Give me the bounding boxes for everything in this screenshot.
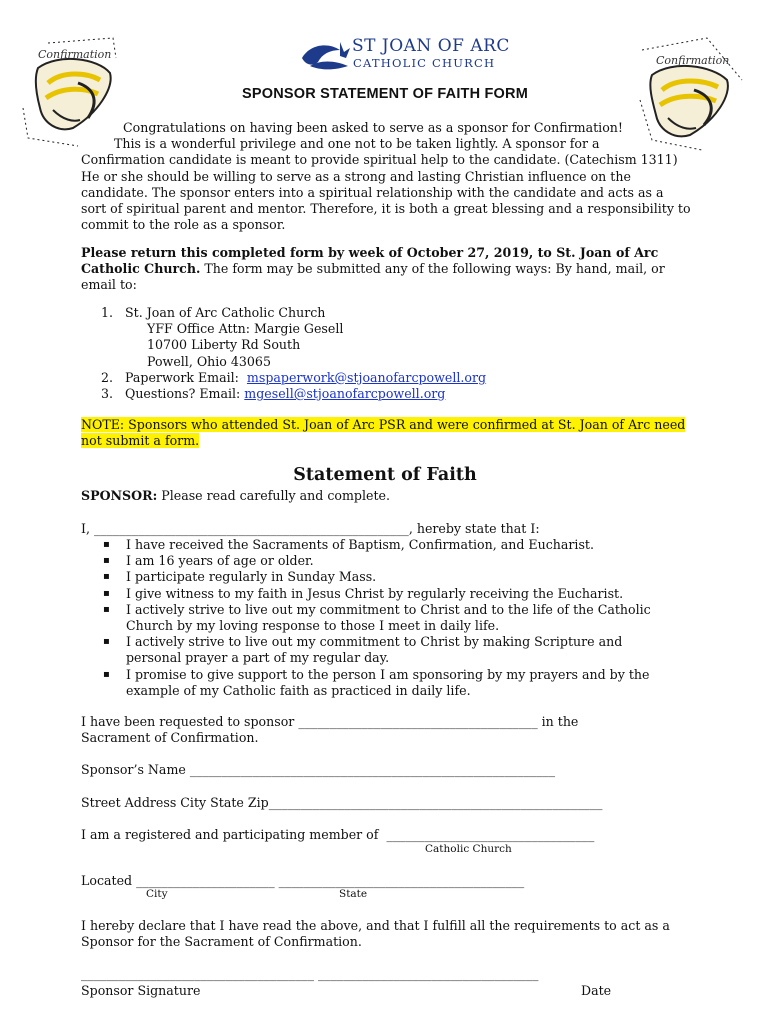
- signature-lines: [81, 966, 538, 982]
- submission-methods: [81, 305, 691, 402]
- member-label: I am a registered and participating member of: [81, 827, 387, 842]
- method-mail: 1. St. Joan of Arc Catholic Church YFF Office Attn: Margie Gesell 10700 Liberty Rd South Powell, Ohio 43065: [81, 305, 691, 370]
- bullet-icon: ▪: [103, 668, 110, 680]
- bullet-icon: ▪: [103, 603, 110, 615]
- requested-sponsor-line: [81, 714, 701, 730]
- mail-street: 10700 Liberty Rd South: [147, 337, 301, 353]
- paperwork-email-link[interactable]: mspaperwork@stjoanofarcpowell.org: [246, 369, 487, 385]
- note-text: NOTE: Sponsors who attended St. Joan of Arc PSR and were confirmed at St. Joan of Arc need not submit a form.: [81, 417, 686, 449]
- sponsor-instructions: [81, 488, 691, 504]
- bullet-icon: ▪: [103, 587, 110, 599]
- logo-subname: CATHOLIC CHURCH: [353, 56, 496, 70]
- church-logo: [300, 36, 510, 76]
- bullet-text: I actively strive to live out my commitment to Christ and to the life of the Catholic Church by my loving response to those I meet in daily life.: [126, 601, 651, 634]
- sponsor-name-label: Sponsor’s Name: [81, 762, 190, 777]
- bullet-item: [81, 634, 671, 666]
- intro-rest: Confirmation candidate is meant to provide spiritual help to the candidate. (Catechism 1311) He or she should be willing to serve as a strong and lasting Christian influence on the candidate. The sponsor enters into a spiritual relationship with the candidate and acts as a sort of spiritual parent and mentor. Therefore, it is both a great blessing and a responsibility to commit to the role as a sponsor.: [81, 152, 691, 233]
- city-field[interactable]: ______________________: [136, 873, 275, 888]
- questions-email-link[interactable]: mgesell@stjoanofarcpowell.org: [244, 386, 446, 402]
- emblem-right-text: Confirmation: [656, 54, 730, 67]
- bullet-text: I actively strive to live out my commitment to Christ by making Scripture and personal prayer a part of my regular day.: [126, 634, 623, 666]
- bullet-item: [81, 569, 671, 585]
- fleur-de-lis-icon: [300, 38, 352, 72]
- state-caption: State: [339, 888, 368, 900]
- sponsor-instructions-text: Please read carefully and complete.: [157, 488, 390, 503]
- return-deadline: Please return this completed form by week of October 27, 2019, to St. Joan of Arc Catholic Church.: [81, 245, 659, 277]
- bullet-item: [81, 537, 671, 553]
- sponsor-name-field[interactable]: __________________________________________________________: [189, 762, 556, 777]
- questions-email-label: Questions? Email:: [125, 386, 245, 402]
- member-line: [81, 827, 594, 843]
- city-caption: City: [146, 888, 168, 900]
- method-paperwork-email: 2. Paperwork Email: mspaperwork@stjoanofarcpowell.org: [101, 369, 487, 385]
- declaration-paragraph: I hereby declare that I have read the above, and that I fulfill all the requirements to act as a Sponsor for the Sacrament of Confirmation.: [81, 918, 670, 950]
- bullet-text: I have received the Sacraments of Baptism, Confirmation, and Eucharist.: [126, 537, 594, 552]
- member-caption: Catholic Church: [425, 843, 512, 855]
- note-paragraph: [81, 417, 691, 449]
- statement-heading: Statement of Faith: [293, 465, 477, 485]
- mail-attn: YFF Office Attn: Margie Gesell: [147, 321, 344, 337]
- bullet-text: I give witness to my faith in Jesus Christ by regularly receiving the Eucharist.: [126, 585, 624, 601]
- requested-sponsor-line-2: Sacrament of Confirmation.: [81, 730, 259, 745]
- located-label: Located: [81, 873, 137, 888]
- intro-paragraph: [81, 120, 691, 233]
- emblem-left-text: Confirmation: [38, 48, 112, 61]
- requested-end-text: in the: [537, 714, 579, 729]
- street-address-field[interactable]: _____________________________________________________: [268, 795, 603, 810]
- candidate-name-field[interactable]: ______________________________________: [298, 714, 538, 729]
- intro-line-2: This is a wonderful privilege and one not to be taken lightly. A sponsor for a: [114, 136, 600, 152]
- intro-line-1: Congratulations on having been asked to serve as a sponsor for Confirmation!: [123, 120, 623, 135]
- located-line: [81, 873, 524, 889]
- mail-city: Powell, Ohio 43065: [147, 353, 271, 369]
- signature-label: Sponsor Signature: [81, 983, 201, 998]
- form-title: SPONSOR STATEMENT OF FAITH FORM: [242, 86, 528, 102]
- sponsor-name-line: [81, 762, 555, 778]
- bullet-icon: ▪: [103, 555, 110, 567]
- street-address-line: [81, 795, 602, 811]
- bullet-icon: ▪: [103, 539, 110, 550]
- date-label: Date: [581, 983, 612, 998]
- state-field[interactable]: _______________________________________: [278, 873, 525, 888]
- paperwork-email-label: Paperwork Email:: [125, 369, 247, 385]
- hereby-state-text: , hereby state that I:: [408, 521, 540, 536]
- return-methods-intro: The form may be submitted any of the following ways: By hand, mail, or email to:: [81, 261, 665, 293]
- bullet-icon: ▪: [103, 636, 110, 648]
- bullet-text: I participate regularly in Sunday Mass.: [126, 569, 377, 585]
- logo-name: ST JOAN OF ARC: [352, 36, 510, 56]
- i-label: I,: [81, 521, 94, 536]
- statement-bullets: [81, 537, 671, 699]
- sponsor-label: SPONSOR:: [81, 488, 158, 503]
- bullet-item: [81, 553, 671, 569]
- return-instructions: [81, 245, 691, 294]
- bullet-icon: ▪: [103, 571, 110, 583]
- street-address-label: Street Address City State Zip: [81, 795, 269, 810]
- signature-field[interactable]: _____________________________________: [81, 966, 314, 981]
- mail-church-name: St. Joan of Arc Catholic Church: [125, 305, 326, 320]
- member-church-field[interactable]: _________________________________: [386, 827, 595, 842]
- bullet-item: [81, 667, 671, 699]
- bullet-text: I am 16 years of age or older.: [126, 553, 314, 569]
- bullet-item: [81, 602, 671, 634]
- i-statement-line: [81, 521, 701, 537]
- date-field[interactable]: ___________________________________: [318, 966, 539, 981]
- bullet-text: I promise to give support to the person I am sponsoring by my prayers and by the example of my Catholic faith as practiced in daily life.: [126, 666, 650, 698]
- requested-label: I have been requested to sponsor: [81, 714, 299, 729]
- bullet-item: [81, 586, 671, 602]
- method-questions-email: 3. Questions? Email: mgesell@stjoanofarcpowell.org: [101, 386, 446, 402]
- name-blank-field[interactable]: __________________________________________________: [93, 521, 409, 536]
